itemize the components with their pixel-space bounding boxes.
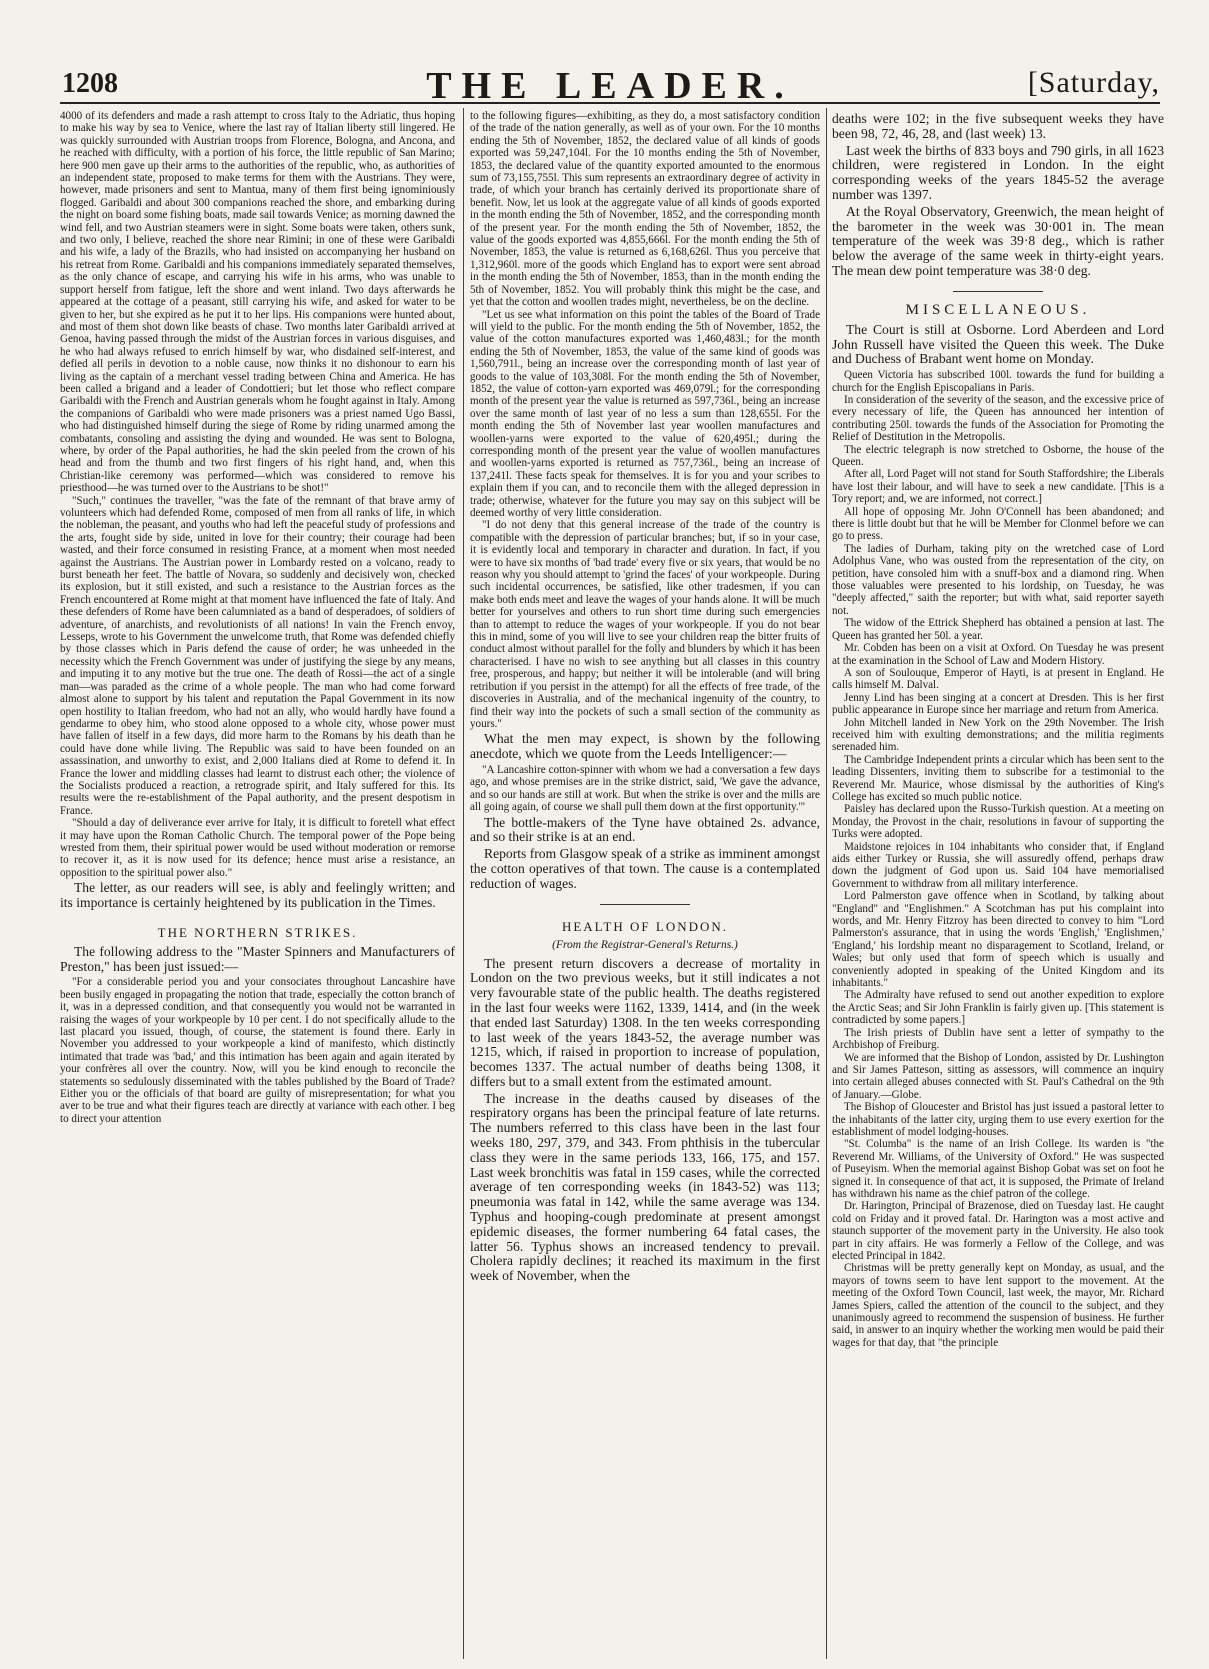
news-item: The ladies of Durham, taking pity on the wretched case of Lord Adolphus Vane, who was ousted from the representation of the city, on petition, have consoled him with a snuff-box and a diamond ring. When those valuables were presented to his lordship, on Tuesday, he was "deeply affected," saith the reporter; but with what, said reporter sayeth not. xyxy=(832,542,1164,617)
news-item: Lord Palmerston gave offence when in Scotland, by talking about "England" and "Englishmen." A Scotchman has put his complaint into words, and Mr. Henry Fitzroy has been directed to convey to him "Lord Palmerston's assurance, that in using the words 'English,' 'Englishmen,' 'England,' his lordship meant no disparagement to Scotland, Ireland, or Wales; but only used that form of speech which is usually and conveniently adopted in speaking of the United Kingdom and its inhabitants." xyxy=(832,890,1164,990)
article-paragraph: The Court is still at Osborne. Lord Aberdeen and Lord John Russell have visited the Queen this week. The Duke and Duchess of Brabant went home on Monday. xyxy=(832,321,1164,367)
section-subheading: (From the Registrar-General's Returns.) xyxy=(552,938,738,951)
section-heading: MISCELLANEOUS. xyxy=(905,301,1091,318)
column-1 xyxy=(60,110,455,1659)
article-paragraph: The increase in the deaths caused by diseases of the respiratory organs has been the principal feature of late returns. The numbers referred to this class have been in the last four weeks 180, 297, 379, and 343. From phthisis in the tubercular class they were in the same periods 133, 166, 175, and 157. Last week bronchitis was fatal in 159 cases, while the corrected average of ten corresponding weeks (in 1843-52) was 113; pneumonia was fatal in 142, while the same average was 134. Typhus and hooping-cough predominate at present amongst epidemic diseases, the former numbering 64 fatal cases, the latter 56. Typhus shows an increased tendency to prevail. Cholera rapidly declines; it reached its maximum in the first week of November, when the xyxy=(470,1090,820,1284)
column-rule xyxy=(826,108,827,1659)
masthead xyxy=(60,62,1160,107)
column-rule xyxy=(463,108,464,1659)
article-paragraph: to the following figures—exhibiting, as they do, a most satisfactory condition of the trade of the nation generally, as well as of your own. For the 10 months ending the 5th of November, 1852, the declared value of all kinds of goods exported was 59,247,104l. For the 10 months ending the 5th of November, 1853, the declared value of the quantity exported amounted to the enormous sum of 73,155,755l. This sum represents an extraordinary degree of activity in trade, of which your branch has certainly derived its proportionate share of benefit. Now, let us look at the aggregate value of all kinds of goods exported in the month ending the 5th of November, 1852, and the corresponding month of the present year. For the month ending the 5th of November, 1852, the value of the goods exported was 4,855,666l. For the month ending the 5th of November, 1853, the value is returned as 6,168,626l. Thus you perceive that 1,312,960l. more of the goods which England has to export were sent abroad in the month ending the 5th of November, 1853, than in the month ending the 5th of November, 1852. You will probably think this might be the case, and yet that the cotton and woollen trades might, nevertheless, be on the decline. xyxy=(470,110,820,309)
news-item: The Bishop of Gloucester and Bristol has just issued a pastoral letter to the inhabitants of the latter city, urging them to use every exertion for the establishment of model lodging-houses. xyxy=(832,1101,1164,1138)
article-paragraph: Last week the births of 833 boys and 790 girls, in all 1623 children, were registered in London. In the eight corresponding weeks of the years 1845-52 the average number was 1397. xyxy=(832,142,1164,202)
issue-day: [Saturday, xyxy=(1027,66,1160,99)
article-paragraph: At the Royal Observatory, Greenwich, the mean height of the barometer in the week was 30·001 in. The mean temperature of the week was 39·8 deg., which is rather below the average of the same week in thirty-eight years. The mean dew point temperature was 38·0 deg. xyxy=(832,203,1164,278)
news-item: Maidstone rejoices in 104 inhabitants who consider that, if England aids either Turkey or Russia, she will assuredly offend, perhaps draw down the judgment of God upon us. Said 104 have memorialised Government to withdraw from all military interference. xyxy=(832,840,1164,890)
column-3 xyxy=(832,110,1164,1659)
news-item: The Cambridge Independent prints a circular which has been sent to the leading Dissenters, inviting them to subscribe for a testimonial to the Reverend Mr. Maurice, whose dismissal by the authorities of King's College has excited so much public notice. xyxy=(832,753,1164,803)
news-item: Christmas will be pretty generally kept on Monday, as usual, and the mayors of towns seem to have lent support to the movement. At the meeting of the Oxford Town Council, last week, the mayor, Mr. Richard James Spiers, called the attention of the council to the subject, and they unanimously agreed to recommend the suspension of business. He further said, in answer to an inquiry whether the working men would be paid their wages for that day, that "the principle xyxy=(832,1262,1164,1349)
news-item: A son of Soulouque, Emperor of Hayti, is at present in England. He calls himself M. Dalval. xyxy=(832,666,1164,692)
article-paragraph: Reports from Glasgow speak of a strike as imminent amongst the cotton operatives of that town. The cause is a contemplated reduction of wages. xyxy=(470,846,820,891)
news-item: The Irish priests of Dublin have sent a letter of sympathy to the Archbishop of Freiburg. xyxy=(832,1026,1164,1052)
news-item: After all, Lord Paget will not stand for South Staffordshire; the Liberals have lost their labour, and will have to seek a new candidate. [This is a Tory report; and, we are informed, not correct.] xyxy=(832,468,1164,506)
news-item: Mr. Cobden has been on a visit at Oxford. On Tuesday he was present at the examination in the School of Law and Modern History. xyxy=(832,642,1164,667)
news-item: All hope of opposing Mr. John O'Connell has been abandoned; and there is little doubt but that he will be Member for Clonmel before we can go to press. xyxy=(832,505,1164,543)
news-item: The widow of the Ettrick Shepherd has obtained a pension at last. The Queen has granted her 50l. a year. xyxy=(832,617,1164,642)
article-paragraph: The following address to the "Master Spinners and Manufacturers of Preston," has been just issued:— xyxy=(60,943,455,974)
news-item: "St. Columba" is the name of an Irish College. Its warden is "the Reverend Mr. Williams, of the University of Oxford." He was suspected of Puseyism. When the memorial against Bishop Gobat was set on foot he signed it. In consequence of that act, it is supposed, the Primate of Ireland has withdrawn his name as the chief patron of the college. xyxy=(832,1138,1164,1200)
article-paragraph: The present return discovers a decrease of mortality in London on the two previous weeks, but it still indicates a not very favourable state of the public health. The deaths registered in the last four weeks were 1162, 1339, 1414, and (in the week that ended last Saturday) 1308. In the ten weeks corresponding to last week of the years 1843-52, the average number was 1215, which, if raised in proportion to increase of population, becomes 1337. The actual number of deaths being 1308, it differs but to a small extent from the estimated amount. xyxy=(470,955,820,1089)
article-paragraph: The bottle-makers of the Tyne have obtained 2s. advance, and so their strike is at an end. xyxy=(470,814,820,845)
news-item: Dr. Harington, Principal of Brazenose, died on Tuesday last. He caught cold on Friday and it proved fatal. Dr. Harington was a most active and staunch supporter of the movement party in the University. He also took part in city affairs. He was formerly a Fellow of the College, and was elected Principal in 1842. xyxy=(832,1200,1164,1262)
news-item: Jenny Lind has been singing at a concert at Dresden. This is her first public appearance in Europe since her marriage and return from America. xyxy=(832,691,1164,717)
article-paragraph: The letter, as our readers will see, is ably and feelingly written; and its importance is certainly heightened by its publication in the Times. xyxy=(60,880,455,910)
article-paragraph: 4000 of its defenders and made a rash attempt to cross Italy to the Adriatic, thus hoping to make his way by sea to Venice, where the last ray of Italian liberty still lingered. He was quickly surrounded with Austrian troops from Florence, Bologna, and Ancona, and he reached with difficulty, with a portion of his force, the little republic of San Marino; here 900 men gave up their arms to the authorities of the republic, who, as authorities of an independent state, proposed to make terms for them with the Austrians. They were, however, made prisoners and sent to Mantua, many of them first being ignominiously flogged. Garibaldi and about 300 companions reached the shore, and embarking during the night on board some fishing boats, made sail towards Venice; as morning dawned the wind fell, and two Austrian steamers were in sight. Some boats were taken, others sunk, and two only, I believe, reached the shore near Rimini; in one of these were Garibaldi and his wife, a lady of the Brazils, who had insisted on accompanying her husband on his retreat from Rome. Garibaldi and his companions immediately separated themselves, as the only chance of escape, and carrying his wife in his arms, who was unable to support herself from fatigue, left the shore and went inland. Two days afterwards he appeared at the cottage of a peasant, still carrying his wife, and asked for water to be given to her, but she expired as he put it to her lips. His companions were hunted about, and most of them shot down like beasts of chase. Two months later Garibaldi arrived at Genoa, having passed through the midst of the Austrian forces in various disguises, and he who had always refused to enrich himself by war, who disdained self-interest, and defied all perils in devotion to a noble cause, now thinks it no dishonour to earn his living as the captain of a merchant vessel trading between China and America. He has been called a brigand and a leader of Condottieri; but let those who reflect compare Garibaldi with the French and Austrian generals whom he fought against in Italy. Among the companions of Garibaldi who were made prisoners was a priest named Ugo Bassi, who had distinguished himself during the siege of Rome by riding unarmed among the combatants, consoling and assisting the dying and wounded. He was sent to Bologna, where, by order of the Papal authorities, he had the skin peeled from the crown of his head and from the thumb and two first fingers of his right hand, and, when this Christian-like ceremony was performed—which was considered to remove his priesthood—he was turned over to the Austrians to be shot!" xyxy=(60,110,455,495)
article-paragraph: "Let us see what information on this point the tables of the Board of Trade will yield to the public. For the month ending the 5th of November, 1852, the value of the cotton manufactures exported was 1,460,483l.; for the month ending the 5th of November, 1853, the value of the same kind of goods was 1,560,791l., being an increase over the corresponding month of last year of goods to the value of 103,308l. For the month ending the 5th of November, 1852, the value of cotton-yarn exported was 469,079l.; for the corresponding month of the present year the value is returned as 597,736l., being an increase over the same month of last year of no less a sum than 128,655l. For the month ending the 5th of November last year woollen manufactures and woollen-yarns were exported to the value of 620,495l.; during the corresponding month of the present year the value of woollen manufactures and woollen-yarns exported is returned as 757,736l., being an increase of 137,241l. These facts speak for themselves. It is for you and your scribes to explain them if you can, and to reconcile them with the alleged depression in trade; otherwise, whatever for the future you may say on this subject will be deemed worthy of very little consideration. xyxy=(470,308,820,519)
article-paragraph: "Should a day of deliverance ever arrive for Italy, it is difficult to foretell what effect it may have upon the Roman Catholic Church. The temporal power of the Pope being wrested from them, their spiritual power would be used without moderation or remorse to recover it, as it is now used for its defence; hence must arise a resistance, an opposition to the spiritual power also." xyxy=(60,817,455,879)
masthead-rule xyxy=(60,102,1160,104)
article-paragraph: "A Lancashire cotton-spinner with whom we had a conversation a few days ago, and whose premises are in the strike district, said, 'We gave the advance, and so our hands are still at work. But when the strike is over and the mills are all going again, of course we shall pull them down at the first opportunity.'" xyxy=(470,763,820,814)
article-paragraph: "I do not deny that this general increase of the trade of the country is compatible with the depression of particular branches; but, if so in your case, it is evidently local and temporary in character and duration. In fact, if you were to have six months of 'bad trade' every five or six years, that would be no reason why you should attempt to 'grind the faces' of your workpeople. During such incidental occurrences, be satisfied, like other tradesmen, if you can make both ends meet and leave the wages of your hands alone. It will be much better for yourselves and others to run short time during such emergencies than to attempt to reduce the wages of your workpeople. If you do not bear this in mind, some of you will live to see your children reap the bitter fruits of conduct almost without parallel for the folly and blunders by which it has been characterised. I have no wish to see anything but all classes in this country free, prosperous, and happy; but neither it will be intolerable (and will bring retribution if you persist in the attempt) for all the effects of free trade, of the discoveries in Australia, and of the mechanical ingenuity of the country, to find their way into the pockets of such a small section of the community as yours." xyxy=(470,519,820,730)
article-paragraph: "Such," continues the traveller, "was the fate of the remnant of that brave army of volunteers which had defended Rome, composed of men from all ranks of life, in which the nobleman, the peasant, and youths who had left the peaceful study of professions and the arts, fought side by side, united in love for their country; their courage had been wasted, and their force consumed in resisting France, at a moment when most needed against the Austrians. The Austrian power in Lombardy rested on a volcano, ready to burst beneath her feet. The battle of Novara, so suddenly and decisively won, checked its explosion, but it still existed, and such a resistance to the Austrian forces as the French encountered at Rome might at that moment have influenced the fate of Italy. And these defenders of Rome have been calumniated as a band of desperadoes, of soldiers of adventure, of anarchists, and revolutionists of all nations! In vain the French envoy, Lesseps, wrote to his Government the unwelcome truth, that Rome was defended chiefly by those classes which in Paris defend the cause of order; he was unheeded in the necessity which the French Government was under of justifying the siege by any means, and imputing it to any motive but the true one. The death of Rossi—the act of a single man—was paraded as the crime of a whole people. The man who had come forward almost alone to support by his talent and reputation the Papal Government in its now open hostility to Italian freedom, who had not an ally, who would hardly have found a gendarme to obey him, who stood alone opposed to a whole city, whose power must have fallen of itself in a few days, did more harm to the Romans by his death than he could have done while living. The Republic was said to have been founded on an assassination, and unworthy to exist, and 2,000 Italians died at Rome to defend it. In France the lower and middling classes had learnt to distrust each other; the violence of the Socialists produced a reaction, a retrograde spirit, and Italy suffered for this. Its results were the re-establishment of the Papal authority, and the present despotism in France. xyxy=(60,494,455,817)
divider xyxy=(600,904,690,905)
article-paragraph: What the men may expect, is shown by the following anecdote, which we quote from the Leeds Intelligencer:— xyxy=(470,731,820,762)
page-number: 1208 xyxy=(62,68,118,99)
news-item: We are informed that the Bishop of London, assisted by Dr. Lushington and Sir James Patteson, sitting as assessors, will commence an inquiry into certain alleged abuses connected with St. Paul's Cathedral on the 9th of January.—Globe. xyxy=(832,1051,1164,1101)
article-paragraph: "For a considerable period you and your consociates throughout Lancashire have been busily engaged in propagating the notion that trade, especially the cotton branch of it, was in a depressed condition, and that consequently you would not be warranted in raising the wages of your workpeople by 10 per cent. I do not specifically allude to the last placard you issued, though, of course, the statement is found there. Early in November you addressed to your workpeople a kind of manifesto, which distinctly intimated that trade was 'bad,' and this intimation has been again and again iterated by your confrères all over the country. Now, will you be kind enough to reconcile the statements so sedulously disseminated with the tables published by the Board of Trade? Either you or the officials of that board are guilty of misrepresentation; for what you aver to be true and what their figures teach are directly at variance with each other. I beg to direct your attention xyxy=(60,976,455,1125)
news-item: Queen Victoria has subscribed 100l. towards the fund for building a church for the English Episcopalians in Paris. xyxy=(832,369,1164,394)
divider xyxy=(953,291,1043,292)
article-paragraph: deaths were 102; in the five subsequent weeks they have been 98, 72, 46, 28, and (last week) 13. xyxy=(832,111,1164,141)
publication-title: THE LEADER. xyxy=(426,65,794,107)
section-heading: HEALTH OF LONDON. xyxy=(561,918,729,934)
column-2 xyxy=(470,110,820,1659)
section-heading: THE NORTHERN STRIKES. xyxy=(157,924,358,940)
news-item: In consideration of the severity of the season, and the excessive price of every necessary of life, the Queen has announced her intention of contributing 250l. towards the funds of the Association for Promoting the Relief of Destitution in the Metropolis. xyxy=(832,393,1164,444)
news-item: John Mitchell landed in New York on the 29th November. The Irish received him with exulting demonstrations; and the militia regiments serenaded him. xyxy=(832,716,1164,754)
news-item: The Admiralty have refused to send out another expedition to explore the Arctic Seas; and Sir John Franklin is fairly given up. [This statement is contradicted by some papers.] xyxy=(832,989,1164,1027)
news-item: Paisley has declared upon the Russo-Turkish question. At a meeting on Monday, the Provost in the chair, resolutions in favour of supporting the Turks were adopted. xyxy=(832,803,1164,841)
news-item: The electric telegraph is now stretched to Osborne, the house of the Queen. xyxy=(832,443,1164,468)
